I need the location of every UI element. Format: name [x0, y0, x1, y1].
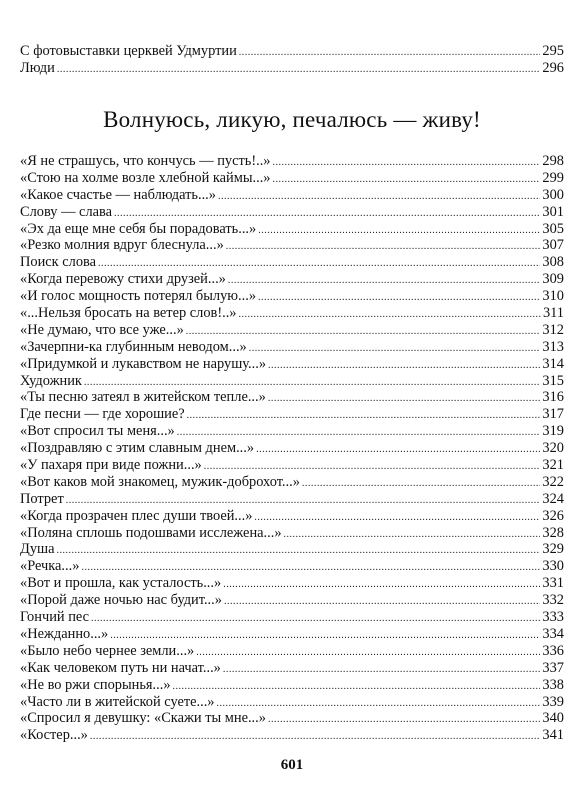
- dot-leader: [239, 307, 541, 324]
- toc-entry-title: «Не во ржи спорынья...»: [20, 676, 171, 693]
- toc-entry-title: «И голос мощность потерял былую...»: [20, 288, 257, 305]
- dot-leader: [256, 442, 540, 459]
- toc-entry-title: «Когда прозрачен плес души твоей...»: [20, 507, 253, 524]
- dot-leader: [273, 172, 541, 189]
- dot-leader: [223, 662, 541, 679]
- toc-entry: [20, 153, 564, 170]
- toc-entry-title: «Зачерпни-ка глубинным неводом...»: [20, 338, 247, 355]
- toc-entry: [20, 660, 564, 677]
- dot-leader: [223, 577, 540, 594]
- toc-entry: [20, 592, 564, 609]
- toc-entry-title: Потрет: [20, 490, 64, 507]
- dot-leader: [196, 645, 540, 662]
- toc-entry: [20, 440, 564, 457]
- dot-leader: [90, 729, 541, 746]
- toc-entry-page: 331: [542, 575, 564, 592]
- toc-entry: [20, 170, 564, 187]
- dot-leader: [273, 155, 541, 172]
- toc-entry: [20, 356, 564, 373]
- toc-entry-title: «Поздравляю с этим славным днем...»: [20, 440, 255, 457]
- dot-leader: [57, 62, 541, 79]
- toc-entry: [20, 322, 564, 339]
- dot-leader: [284, 527, 541, 544]
- toc-entry-page: 334: [542, 625, 564, 642]
- dot-leader: [226, 239, 541, 256]
- toc-entry-page: 321: [542, 457, 564, 474]
- toc-entry: [20, 237, 564, 254]
- toc-entry-title: Где песни — где хорошие?: [20, 406, 185, 423]
- toc-entry-title: «Когда перевожу стихи друзей...»: [20, 271, 226, 288]
- toc-entry-page: 328: [542, 524, 564, 541]
- toc-entry-page: 296: [542, 59, 564, 76]
- toc-entry: [20, 491, 564, 508]
- toc-entry: [20, 423, 564, 440]
- toc-entry-title: «Стою на холме возле хлебной каймы...»: [20, 169, 271, 186]
- toc-entry: [20, 694, 564, 711]
- dot-leader: [224, 594, 540, 611]
- toc-entry-title: «Вот и прошла, как усталость...»: [20, 575, 222, 592]
- toc-entry-title: Поиск слова: [20, 254, 97, 271]
- toc-entry-title: «У пахаря при виде пожни...»: [20, 457, 202, 474]
- toc-entry-page: 299: [542, 169, 564, 186]
- toc-entry: [20, 609, 564, 626]
- toc-entry: [20, 558, 564, 575]
- toc-entry-title: «...Нельзя бросать на ветер слов!..»: [20, 305, 237, 322]
- toc-entry-title: «Поляна сплошь подошвами исслежена...»: [20, 524, 282, 541]
- toc-entry: [20, 60, 564, 77]
- toc-entry-title: «Было небо чернее земли...»: [20, 642, 195, 659]
- toc-entry-page: 307: [542, 237, 564, 254]
- toc-entry: [20, 508, 564, 525]
- toc-entry: [20, 254, 564, 271]
- toc-entry: [20, 457, 564, 474]
- dot-leader: [254, 510, 540, 527]
- toc-entry-page: 339: [542, 693, 564, 710]
- toc-entry: [20, 677, 564, 694]
- toc-entry-title: «Не думаю, что все уже...»: [20, 321, 184, 338]
- toc-entry-title: «Костер...»: [20, 727, 88, 744]
- toc-entry-page: 308: [542, 254, 564, 271]
- toc-entry-title: Гончий пес: [20, 609, 90, 626]
- toc-entry-title: «Часто ли в житейской суете...»: [20, 693, 215, 710]
- dot-leader: [268, 358, 540, 375]
- toc-entry-page: 309: [542, 271, 564, 288]
- dot-leader: [258, 290, 540, 307]
- toc-entry-title: «Спросил я девушку: «Скажи ты мне...»: [20, 710, 266, 727]
- toc-entry: [20, 187, 564, 204]
- toc-entry-title: «Эх да еще мне себя бы порадовать...»: [20, 220, 257, 237]
- toc-entry-page: 322: [542, 473, 564, 490]
- toc-entry: [20, 271, 564, 288]
- dot-leader: [173, 679, 541, 696]
- toc-entry: [20, 373, 564, 390]
- toc-entry: [20, 339, 564, 356]
- toc-previous-section: [20, 43, 564, 77]
- toc-entry-title: «Вот каков мой знакомец, мужик-доброхот...»: [20, 473, 300, 490]
- toc-entry-title: «Придумкой и лукавством не нарушу...»: [20, 355, 267, 372]
- toc-entry-title: «Речка...»: [20, 558, 80, 575]
- toc-entry-page: 311: [542, 305, 564, 322]
- toc-entry-page: 301: [542, 203, 564, 220]
- toc-entry-title: Художник: [20, 372, 82, 389]
- dot-leader: [91, 611, 540, 628]
- dot-leader: [56, 543, 540, 560]
- dot-leader: [239, 45, 541, 62]
- toc-entry-page: 305: [542, 220, 564, 237]
- toc-entry: [20, 406, 564, 423]
- toc-entry-page: 333: [542, 609, 564, 626]
- toc-entry-title: «Резко молния вдруг блеснула...»: [20, 237, 224, 254]
- toc-entry-page: 310: [542, 288, 564, 305]
- toc-entry-title: «Нежданно...»: [20, 625, 109, 642]
- toc-entry-title: «Какое счастье — наблюдать...»: [20, 186, 216, 203]
- toc-entry-page: 320: [542, 440, 564, 457]
- toc-entry-page: 341: [542, 727, 564, 744]
- toc-entry-title: Слову — слава: [20, 203, 113, 220]
- toc-entry-title: «Как человеком путь ни начат...»: [20, 659, 221, 676]
- toc-entry-title: «Ты песню затеял в житейском тепле...»: [20, 389, 266, 406]
- toc-entry-page: 340: [542, 710, 564, 727]
- toc-entry-page: 316: [542, 389, 564, 406]
- toc-entry-title: «Порой даже ночью нас будит...»: [20, 592, 222, 609]
- toc-entry: [20, 474, 564, 491]
- section-title: Волнуюсь, ликую, печалюсь — живу!: [103, 107, 481, 132]
- toc-entry-title: «Вот спросил ты меня...»: [20, 423, 175, 440]
- dot-leader: [228, 273, 541, 290]
- page-number: 601: [280, 757, 304, 773]
- book-page: [20, 0, 564, 800]
- dot-leader: [268, 391, 541, 408]
- toc-entry: [20, 525, 564, 542]
- dot-leader: [302, 476, 541, 493]
- toc-entry-page: 319: [542, 423, 564, 440]
- dot-leader: [218, 189, 540, 206]
- toc-entry-page: 337: [542, 659, 564, 676]
- toc-entry-page: 313: [542, 338, 564, 355]
- toc-entry-page: 326: [542, 507, 564, 524]
- toc-entry: [20, 389, 564, 406]
- toc-entry-page: 336: [542, 642, 564, 659]
- toc-entry: [20, 575, 564, 592]
- toc-entry: [20, 643, 564, 660]
- dot-leader: [249, 341, 541, 358]
- toc-entry: [20, 710, 564, 727]
- dot-leader: [268, 712, 540, 729]
- toc-entry-page: 300: [542, 186, 564, 203]
- toc-entry-page: 314: [542, 355, 564, 372]
- toc-entry: [20, 43, 564, 60]
- toc-entry: [20, 305, 564, 322]
- toc-entry-title: «Я не страшусь, что кончусь — пусть!..»: [20, 153, 271, 169]
- toc-entry-page: 295: [542, 43, 564, 59]
- toc-entry-page: 317: [542, 406, 564, 423]
- toc-entry-page: 312: [542, 321, 564, 338]
- toc-entry-title: Душа: [20, 541, 55, 558]
- toc-entry-page: 298: [542, 153, 564, 169]
- toc-entry: [20, 541, 564, 558]
- toc-entry: [20, 727, 564, 744]
- toc-entry-page: 332: [542, 592, 564, 609]
- toc-entry-page: 330: [542, 558, 564, 575]
- toc-entry: [20, 204, 564, 221]
- toc-entry-page: 329: [542, 541, 564, 558]
- toc-entry: [20, 288, 564, 305]
- toc-entry-title: С фотовыставки церквей Удмуртии: [20, 43, 237, 59]
- toc-entry: [20, 221, 564, 238]
- toc-entry-page: 338: [542, 676, 564, 693]
- dot-leader: [187, 408, 541, 425]
- toc-entry-page: 315: [542, 372, 564, 389]
- toc-entry-page: 324: [542, 490, 564, 507]
- toc-entry-title: Люди: [20, 59, 55, 76]
- toc-section-entries: [20, 153, 564, 744]
- dot-leader: [258, 223, 540, 240]
- toc-entry: [20, 626, 564, 643]
